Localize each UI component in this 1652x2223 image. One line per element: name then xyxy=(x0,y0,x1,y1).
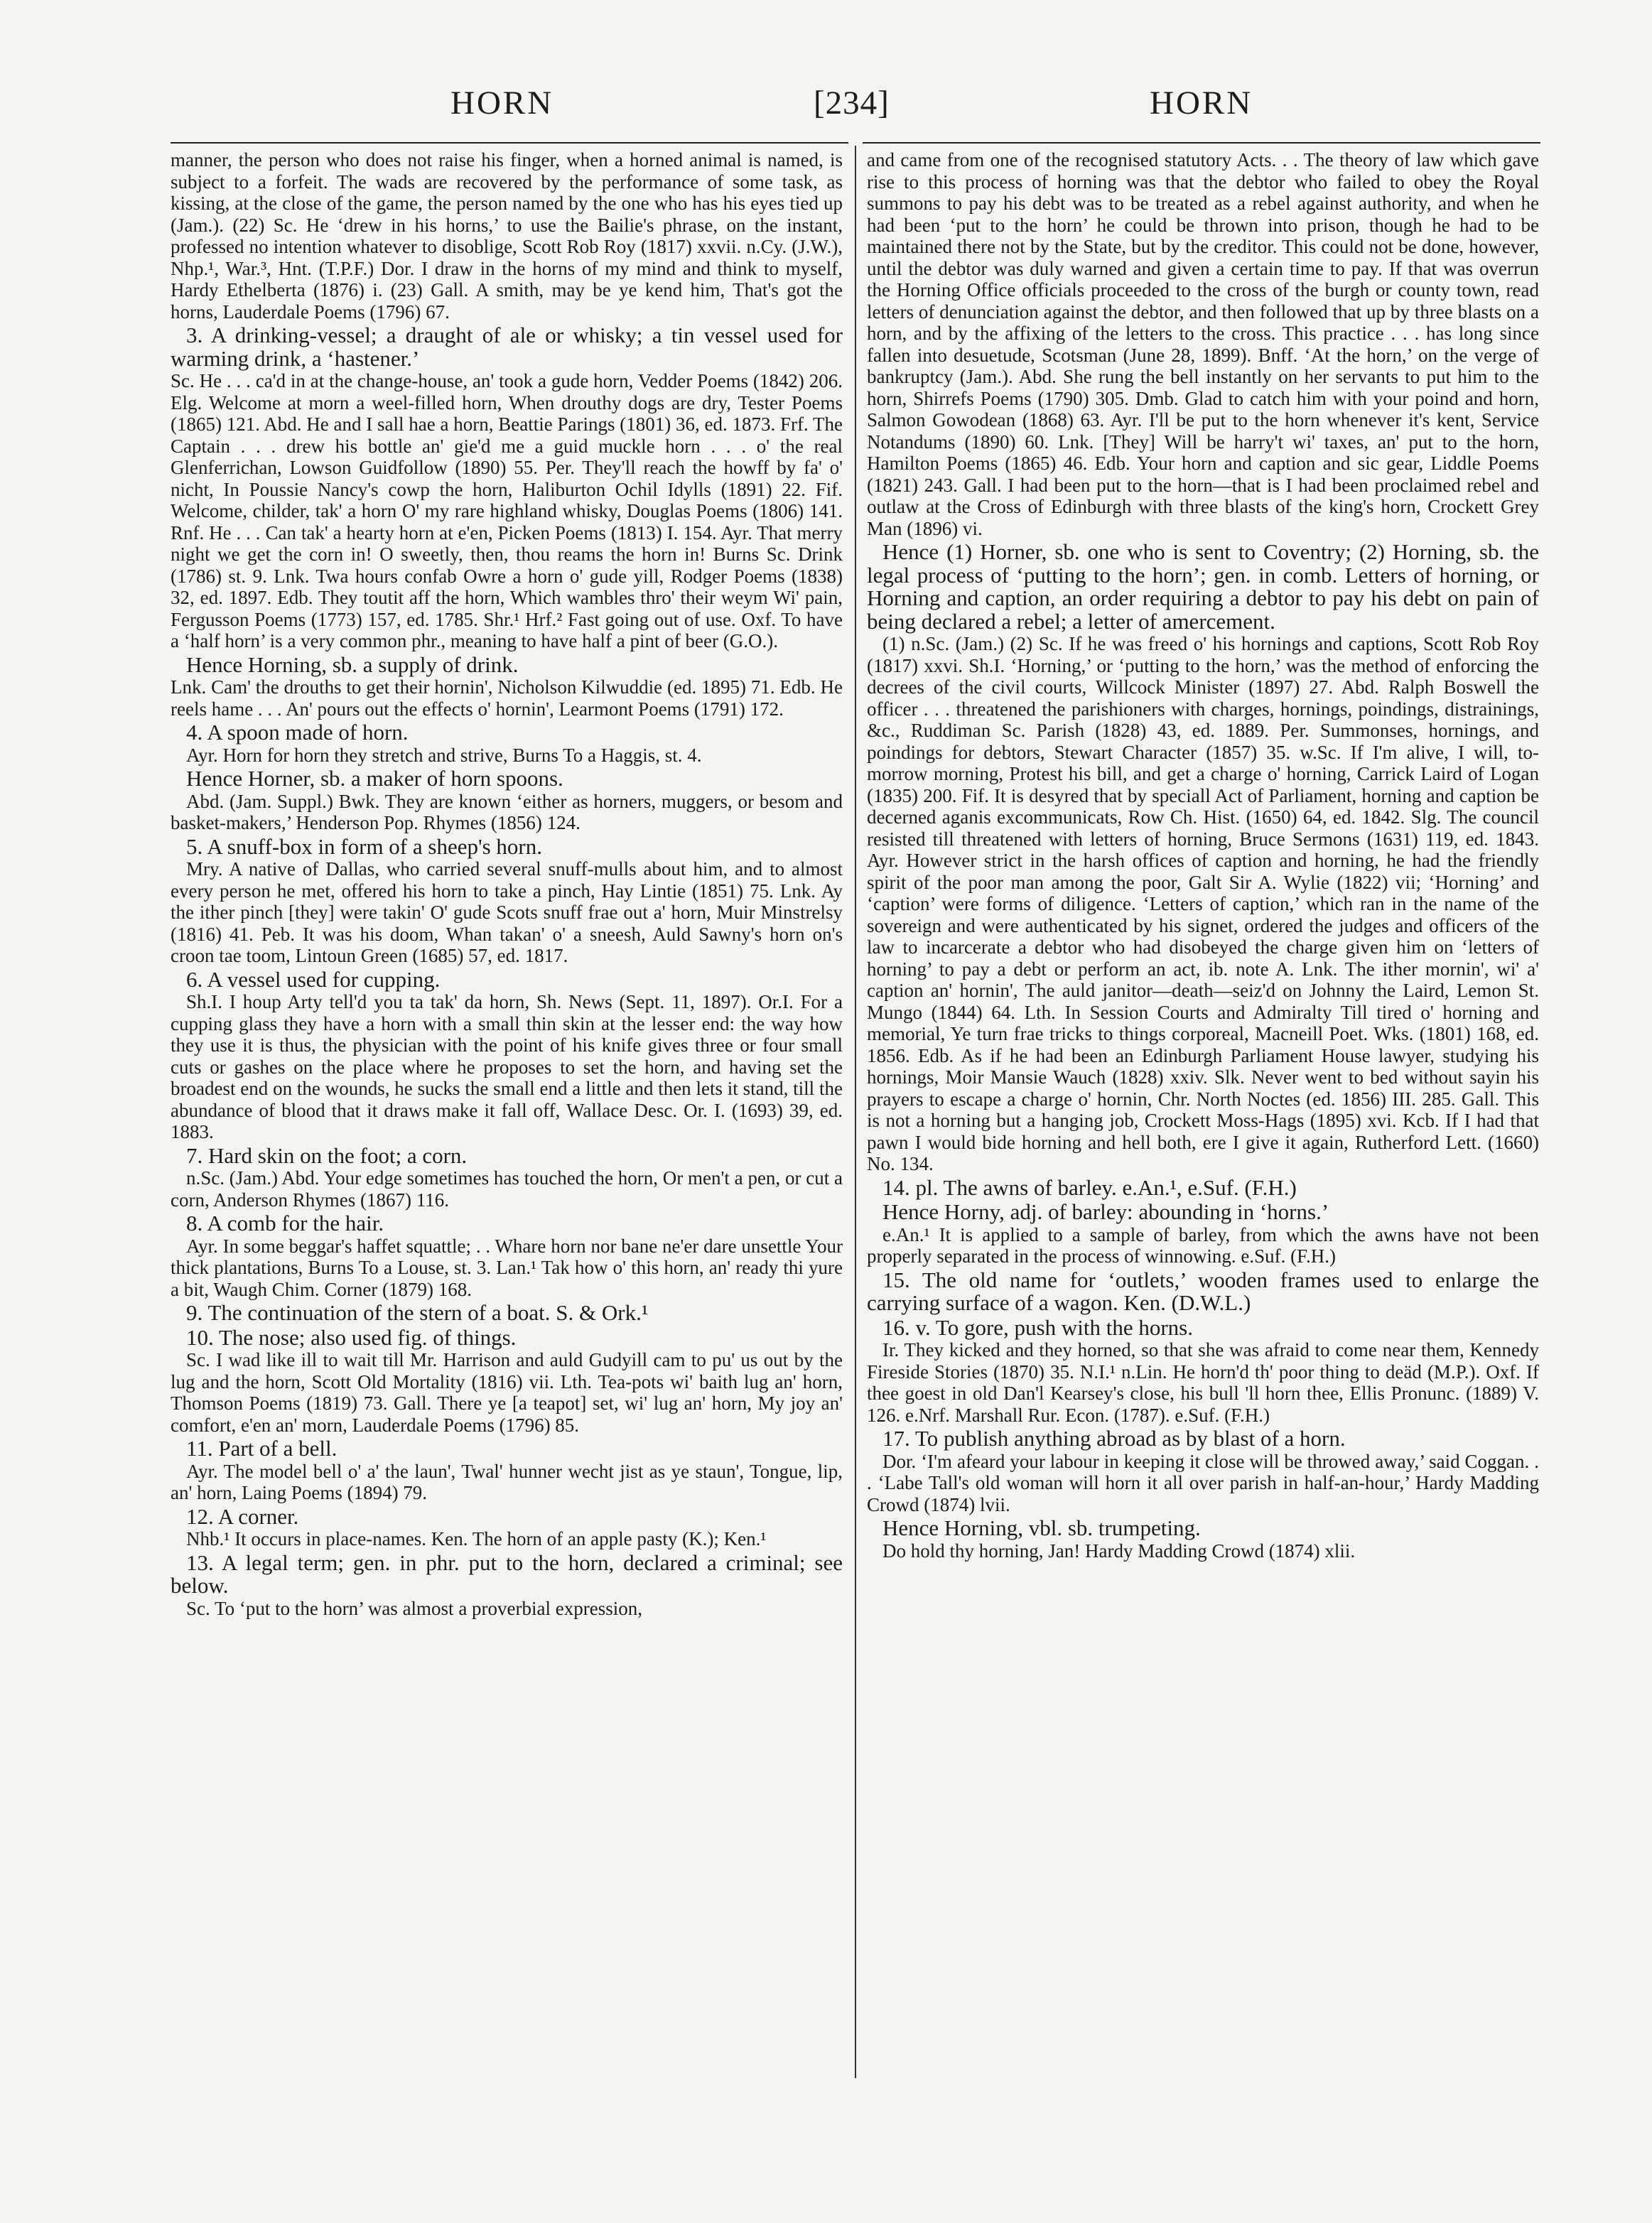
citation-paragraph: Ayr. In some beggar's haffet squattle; . . Whare horn nor bane ne'er dare unsettle Your thick plantations, Burns To a Louse, st. 3. Lan.¹ Tak how o' this horn, an' ready thi yure a bit, Waugh Chim. Corner (1879) 168. xyxy=(171,1235,843,1300)
sense-definition: 7. Hard skin on the foot; a corn. xyxy=(186,1142,468,1168)
citation-paragraph: Ir. They kicked and they horned, so that she was afraid to come near them, Kennedy Fireside Stories (1870) 35. N.I.¹ n.Lin. He horn'd th' poor thing to deäd (M.P.). Oxf. If thee goest in old Dan'l Kearsey's close, his bull 'll horn thee, Ellis Pronunc. (1889) V. 126. e.Nrf. Marshall Rur. Econ. (1787). e.Suf. (F.H.) xyxy=(867,1339,1539,1426)
sense-definition: Hence Horny, adj. of barley: abounding in ‘horns.’ xyxy=(882,1199,1329,1224)
citation-paragraph: Ayr. The model bell o' a' the laun', Twal' hunner wecht jist as ye staun', Tongue, lip, an' horn, Laing Poems (1894) 79. xyxy=(171,1460,843,1503)
sense-definition: 5. A snuff-box in form of a sheep's horn. xyxy=(186,833,542,859)
right-column xyxy=(867,149,1539,1562)
sense-definition: 12. A corner. xyxy=(186,1503,299,1529)
page-header xyxy=(0,84,1652,134)
citation-paragraph: Sc. I wad like ill to wait till Mr. Harrison and auld Gudyill cam to pu' us out by the lug and the horn, Scott Old Mortality (1816) vii. Lth. Tea-pots wi' baith lug an' horn, Thomson Poems (1819) 73. Gall. There ye [a teapot] set, wi' lug an' horn, My joy an' comfort, e'en an' morn, Lauderdale Poems (1796) 85. xyxy=(171,1349,843,1436)
citation-paragraph: Dor. ‘I'm afeard your labour in keeping it close will be throwed away,’ said Coggan. . . ‘Labe Tall's old woman will horn it all over parish in half-an-hour,’ Hardy Madding Crowd (1874) lvii. xyxy=(867,1450,1539,1515)
citation-paragraph: Ayr. Horn for horn they stretch and strive, Burns To a Haggis, st. 4. xyxy=(186,744,702,766)
sense-definition: 15. The old name for ‘outlets,’ wooden frames used to enlarge the carrying surface of a wagon. Ken. (D.W.L.) xyxy=(867,1267,1539,1315)
sense-definition: 11. Part of a bell. xyxy=(186,1436,338,1461)
sense-definition: Hence (1) Horner, sb. one who is sent to Coventry; (2) Horning, sb. the legal process of ‘putting to the horn’; gen. in comb. Letters of horning, or Horning and caption, an order requiring a debtor to pay his debt on pain of being declared a rebel; a letter of amercement. xyxy=(867,539,1539,634)
citation-paragraph: Abd. (Jam. Suppl.) Bwk. They are known ‘either as horners, muggers, or besom and basket-makers,’ Henderson Pop. Rhymes (1856) 124. xyxy=(171,790,843,833)
page-number: [234] xyxy=(814,85,890,121)
citation-paragraph: n.Sc. (Jam.) Abd. Your edge sometimes has touched the horn, Or men't a pen, or cut a corn, Anderson Rhymes (1867) 116. xyxy=(171,1167,843,1211)
sense-definition: 3. A drinking-vessel; a draught of ale or whisky; a tin vessel used for warming drink, a ‘hastener.’ xyxy=(171,323,843,371)
sense-definition: Hence Horning, vbl. sb. trumpeting. xyxy=(882,1515,1201,1540)
citation-paragraph: Mry. A native of Dallas, who carried several snuff-mulls about him, and to almost every person he met, offered his horn to take a pinch, Hay Lintie (1851) 75. Lnk. Ay the ither pinch [they] were takin' O' gude Scots snuff frae out a' horn, Muir Minstrelsy (1816) 41. Peb. It was his doom, Whan takan' o' a sneesh, Auld Sawny's horn on's croon tae toom, Lintoun Green (1685) 57, ed. 1817. xyxy=(171,858,843,966)
citation-paragraph: Nhb.¹ It occurs in place-names. Ken. The horn of an apple pasty (K.); Ken.¹ xyxy=(186,1528,767,1549)
citation-paragraph: manner, the person who does not raise his finger, when a horned animal is named, is subject to a forfeit. The wads are recovered by the performance of some task, as kissing, at the close of the game, the person named by the one who has his eyes tied up (Jam.). (22) Sc. He ‘drew in his horns,’ to use the Bailie's phrase, on the instant, professed no intention whatever to disoblige, Scott Rob Roy (1817) xxvii. n.Cy. (J.W.), Nhp.¹, War.³, Hnt. (T.P.F.) Dor. I draw in the horns of my mind and think to myself, Hardy Ethelberta (1876) i. (23) Gall. A smith, may be ye kend him, That's got the horns, Lauderdale Poems (1796) 67. xyxy=(171,149,843,323)
right-headword: HORN xyxy=(1150,85,1253,121)
column-divider xyxy=(855,146,856,2078)
sense-definition: 4. A spoon made of horn. xyxy=(186,720,409,745)
citation-paragraph: Lnk. Cam' the drouths to get their hornin', Nicholson Kilwuddie (ed. 1895) 71. Edb. He reels hame . . . An' pours out the effects o' hornin', Learmont Poems (1791) 172. xyxy=(171,676,843,720)
citation-paragraph: Sc. He . . . ca'd in at the change-house, an' took a gude horn, Vedder Poems (1842) 206. Elg. Welcome at morn a weel-filled horn, When drouthy dogs are dry, Tester Poems (1865) 121. Abd. He and I sall hae a horn, Beattie Parings (1801) 36, ed. 1873. Frf. The Captain . . . drew his bottle an' gie'd me a guid muckle horn . . . o' the real Glenferrichan, Lowson Guidfollow (1890) 55. Per. They'll reach the howff by fa' o' nicht, In Poussie Nancy's cowp the horn, Haliburton Ochil Idylls (1891) 22. Fif. Welcome, childer, tak' a horn O' my rare highland whisky, Douglas Poems (1806) 141. Rnf. He . . . Can tak' a hearty horn at e'en, Picken Poems (1813) I. 154. Ayr. That merry night we get the corn in! O sweetly, then, thou reams the horn in! Burns Sc. Drink (1786) st. 9. Lnk. Twa hours confab Owre a horn o' gude yill, Rodger Poems (1838) 32, ed. 1897. Edb. They toutit aff the horn, Which wambles thro' their weym Wi' pain, Fergusson Poems (1773) 157, ed. 1785. Shr.¹ Hrf.² Fast going out of use. Oxf. To have a ‘half horn’ is a very common phr., meaning to have half a pint of beer (G.O.). xyxy=(171,370,843,651)
header-rule-right xyxy=(863,142,1540,144)
citation-paragraph: (1) n.Sc. (Jam.) (2) Sc. If he was freed o' his hornings and captions, Scott Rob Roy (1817) xxvi. Sh.I. ‘Horning,’ or ‘putting to the horn,’ was the method of enforcing the decrees of the civil courts, Willcock Minister (1897) 27. Abd. Ralph Boswell the officer . . . threatened the parishioners with charges, hornings, poindings, distrainings, &c., Ruddiman Sc. Parish (1828) 43, ed. 1889. Per. Summonses, hornings, and poindings for debtors, Stewart Character (1857) 35. w.Sc. If I'm alive, I will, to-morrow morning, Protest his bill, and get a charge o' horning, Carrick Laird of Logan (1835) 200. Fif. It is desyred that by speciall Act of Parliament, horning and caption be decerned aganis excommunicats, Row Ch. Hist. (1650) 64, ed. 1842. Slg. The council resisted till threatened with letters of horning, Bruce Sermons (1631) 119, ed. 1843. Ayr. However strict in the harsh offices of caption and horning, he had the friendly spirit of the poor man among the poor, Galt Sir A. Wylie (1822) vii; ‘Horning’ and ‘caption’ were forms of diligence. ‘Letters of caption,’ which ran in the name of the sovereign and were authenticated by his signet, ordered the judges and officers of the law to incarcerate a debtor who had disobeyed the charge given him on ‘letters of horning’ to pay a debt or perform an act, ib. note A. Lnk. The ither mornin', wi' a' caption an' hornin', The auld janitor—death—seiz'd on Johnny the Laird, Lemon St. Mungo (1844) 64. Lth. In Session Courts and Admiralty Till tired o' horning and memorial, Ye turn frae tricks to things corporeal, Macneill Poet. Wks. (1801) 168, ed. 1856. Edb. As if he had been an Edinburgh Parliament House lawyer, studying his hornings, Moir Mansie Wauch (1828) xxiv. Slk. Never went to bed without sayin his prayers to escape a charge o' hornin, Chr. North Noctes (ed. 1856) III. 285. Gall. This is not a horning but a hanging job, Crockett Moss-Hags (1895) xvi. Kcb. If I had that pawn I would bide horning and hell both, ere I give it again, Rutherford Lett. (1660) No. 134. xyxy=(867,633,1539,1174)
citation-paragraph: and came from one of the recognised statutory Acts. . . The theory of law which gave rise to this process of horning was that the debtor who failed to obey the Royal summons to pay his debt was to be treated as a rebel against authority, and when he had been ‘put to the horn’ he could be thrown into prison, though he had to be maintained there not by the State, but by the creditor. This could not be done, however, until the debtor was duly warned and given a certain time to pay. If that was overrun the Horning Office officials proceeded to the cross of the burgh or county town, read letters of denunciation against the debtor, and then followed that up by three blasts on a horn, and by the affixing of the letters to the cross. This practice . . . has long since fallen into desuetude, Scotsman (June 28, 1899). Bnff. ‘At the horn,’ on the verge of bankruptcy (Jam.). Abd. She rung the bell instantly on her servants to put him to the horn, Shirrefs Poems (1790) 305. Dmb. Glad to catch him with your poind and horn, Salmon Gowodean (1868) 63. Ayr. I'll be put to the horn whenever it's kent, Service Notandums (1890) 60. Lnk. [They] Will be harry't wi' taxes, an' put to the horn, Hamilton Poems (1865) 46. Edb. Your horn and caption and sic gear, Liddle Poems (1821) 243. Gall. I had been put to the horn—that is I had been proclaimed rebel and outlaw at the Cross of Edinburgh with three blasts of the king's horn, Crockett Grey Man (1896) vi. xyxy=(867,149,1539,539)
citation-paragraph: Do hold thy horning, Jan! Hardy Madding Crowd (1874) xlii. xyxy=(882,1540,1356,1562)
sense-definition: 9. The continuation of the stern of a boat. S. & Ork.¹ xyxy=(186,1300,649,1325)
left-column xyxy=(171,149,843,1619)
citation-paragraph: e.An.¹ It is applied to a sample of barley, from which the awns have not been properly separated in the process of winnowing. e.Suf. (F.H.) xyxy=(867,1223,1539,1267)
sense-definition: 6. A vessel used for cupping. xyxy=(186,966,441,992)
sense-definition: 10. The nose; also used fig. of things. xyxy=(186,1324,517,1350)
sense-definition: 13. A legal term; gen. in phr. put to the horn, declared a criminal; see below. xyxy=(171,1549,843,1598)
sense-definition: 17. To publish anything abroad as by blast of a horn. xyxy=(882,1426,1346,1451)
sense-definition: 16. v. To gore, push with the horns. xyxy=(882,1314,1193,1340)
citation-paragraph: Sc. To ‘put to the horn’ was almost a proverbial expression, xyxy=(186,1597,642,1619)
citation-paragraph: Sh.I. I houp Arty tell'd you ta tak' da horn, Sh. News (Sept. 11, 1897). Or.I. For a cupping glass they have a horn with a small thin skin at the lesser end: the way how they use it is thus, the physician with the point of his knife gives three or four small cuts or gashes on the place where he proposes to set the horn, and having set the broadest end on the wounds, he sucks the small end a little and then lets it stand, till the abundance of blood that it draws make it fall off, Wallace Desc. Or. I. (1693) 39, ed. 1883. xyxy=(171,991,843,1142)
sense-definition: Hence Horning, sb. a supply of drink. xyxy=(186,651,519,677)
header-rule-left xyxy=(171,142,848,144)
sense-definition: Hence Horner, sb. a maker of horn spoons. xyxy=(186,766,563,791)
left-headword: HORN xyxy=(450,85,554,121)
sense-definition: 14. pl. The awns of barley. e.An.¹, e.Suf. (F.H.) xyxy=(882,1174,1297,1200)
sense-definition: 8. A comb for the hair. xyxy=(186,1211,384,1235)
